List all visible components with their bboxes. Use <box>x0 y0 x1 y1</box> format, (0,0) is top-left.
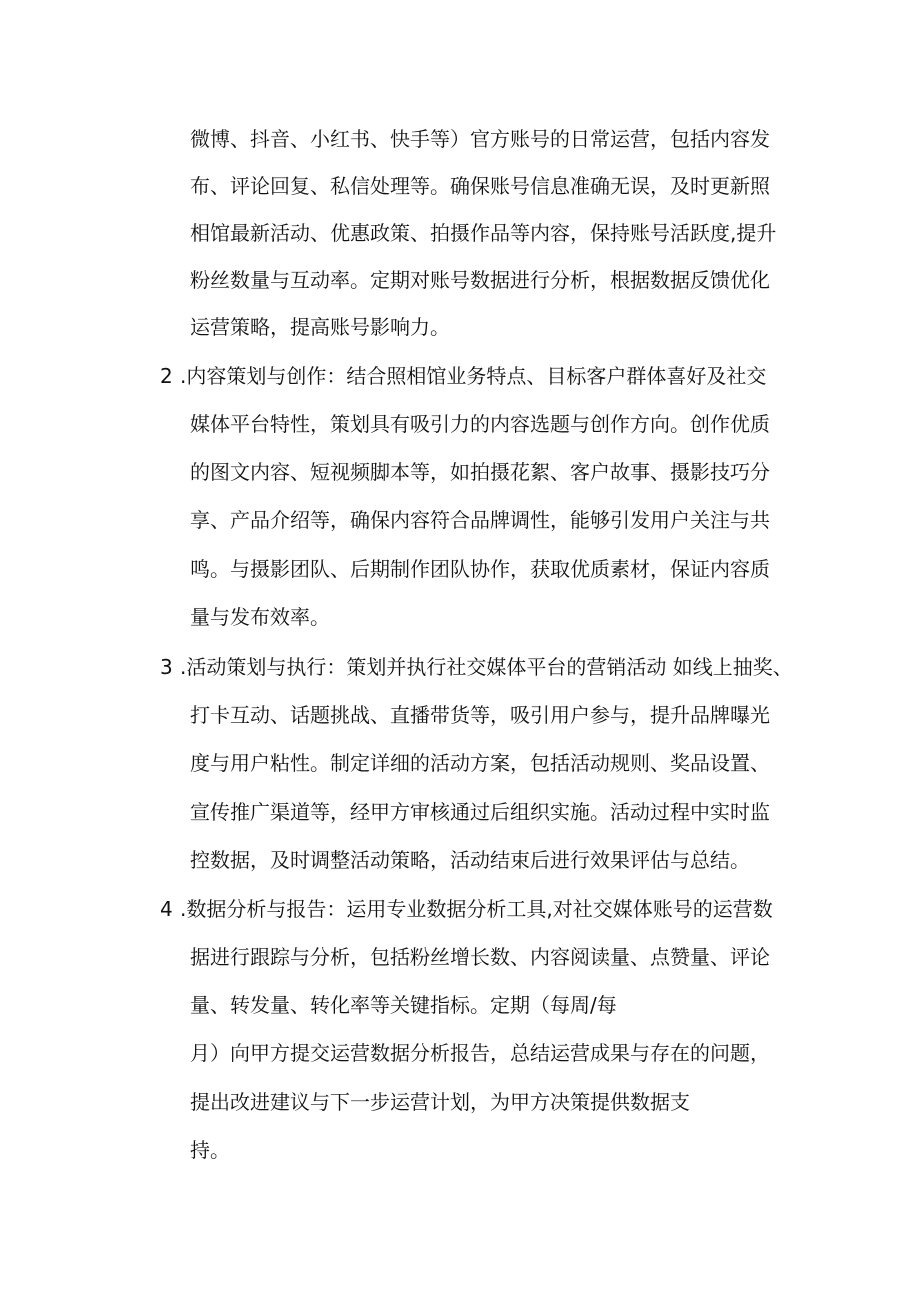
list-item-number: 2 <box>160 364 173 388</box>
paragraph-line: 的图文内容、短视频脚本等，如拍摄花絮、客户故事、摄影技巧分 <box>190 460 770 484</box>
list-item-title: .活动策划与执行：策划并执行社交媒体平台的营销活动 如线上抽奖、 <box>180 655 793 679</box>
paragraph-line: 媒体平台特性，策划具有吸引力的内容选题与创作方向。创作优质 <box>190 412 770 436</box>
paragraph-line: 粉丝数量与互动率。定期对账号数据进行分析，根据数据反馈优化 <box>190 268 770 292</box>
paragraph-line: 宣传推广渠道等，经甲方审核通过后组织实施。活动过程中实时监 <box>190 800 770 824</box>
paragraph-line: 享、产品介绍等，确保内容符合品牌调性，能够引发用户关注与共 <box>190 508 770 532</box>
paragraph-line: 控数据，及时调整活动策略，活动结束后进行效果评估与总结。 <box>190 848 750 872</box>
paragraph-line: 提出改进建议与下一步运营计划，为甲方决策提供数据支 <box>190 1090 690 1114</box>
list-item-number: 3 <box>160 655 173 679</box>
paragraph-line: 量与发布效率。 <box>190 605 330 629</box>
paragraph-line: 布、评论回复、私信处理等。确保账号信息准确无误，及时更新照 <box>190 174 770 198</box>
paragraph-line: 月）向甲方提交运营数据分析报告，总结运营成果与存在的问题， <box>190 1041 770 1065</box>
paragraph-line: 运营策略，提高账号影响力。 <box>190 315 450 339</box>
list-item-heading <box>160 655 793 679</box>
paragraph-line: 相馆最新活动、优惠政策、拍摄作品等内容，保持账号活跃度,提升 <box>190 221 777 245</box>
list-item-title: .内容策划与创作：结合照相馆业务特点、目标客户群体喜好及社交 <box>180 364 767 388</box>
list-item-heading <box>160 897 773 921</box>
paragraph-line: 据进行跟踪与分析，包括粉丝增长数、内容阅读量、点赞量、评论 <box>190 945 770 969</box>
paragraph-line: 打卡互动、话题挑战、直播带货等，吸引用户参与，提升品牌曝光 <box>190 703 770 727</box>
list-item-number: 4 <box>160 897 173 921</box>
list-item-heading <box>160 364 766 388</box>
paragraph-line: 鸣。与摄影团队、后期制作团队协作，获取优质素材，保证内容质 <box>190 557 770 581</box>
paragraph-line: 度与用户粘性。制定详细的活动方案，包括活动规则、奖品设置、 <box>190 751 770 775</box>
paragraph-line: 量、转发量、转化率等关键指标。定期（每周/每 <box>190 993 617 1017</box>
paragraph-line: 微博、抖音、小红书、快手等）官方账号的日常运营，包括内容发 <box>190 127 770 151</box>
list-item-title: .数据分析与报告：运用专业数据分析工具,对社交媒体账号的运营数 <box>180 897 773 921</box>
paragraph-line: 持。 <box>190 1138 230 1162</box>
